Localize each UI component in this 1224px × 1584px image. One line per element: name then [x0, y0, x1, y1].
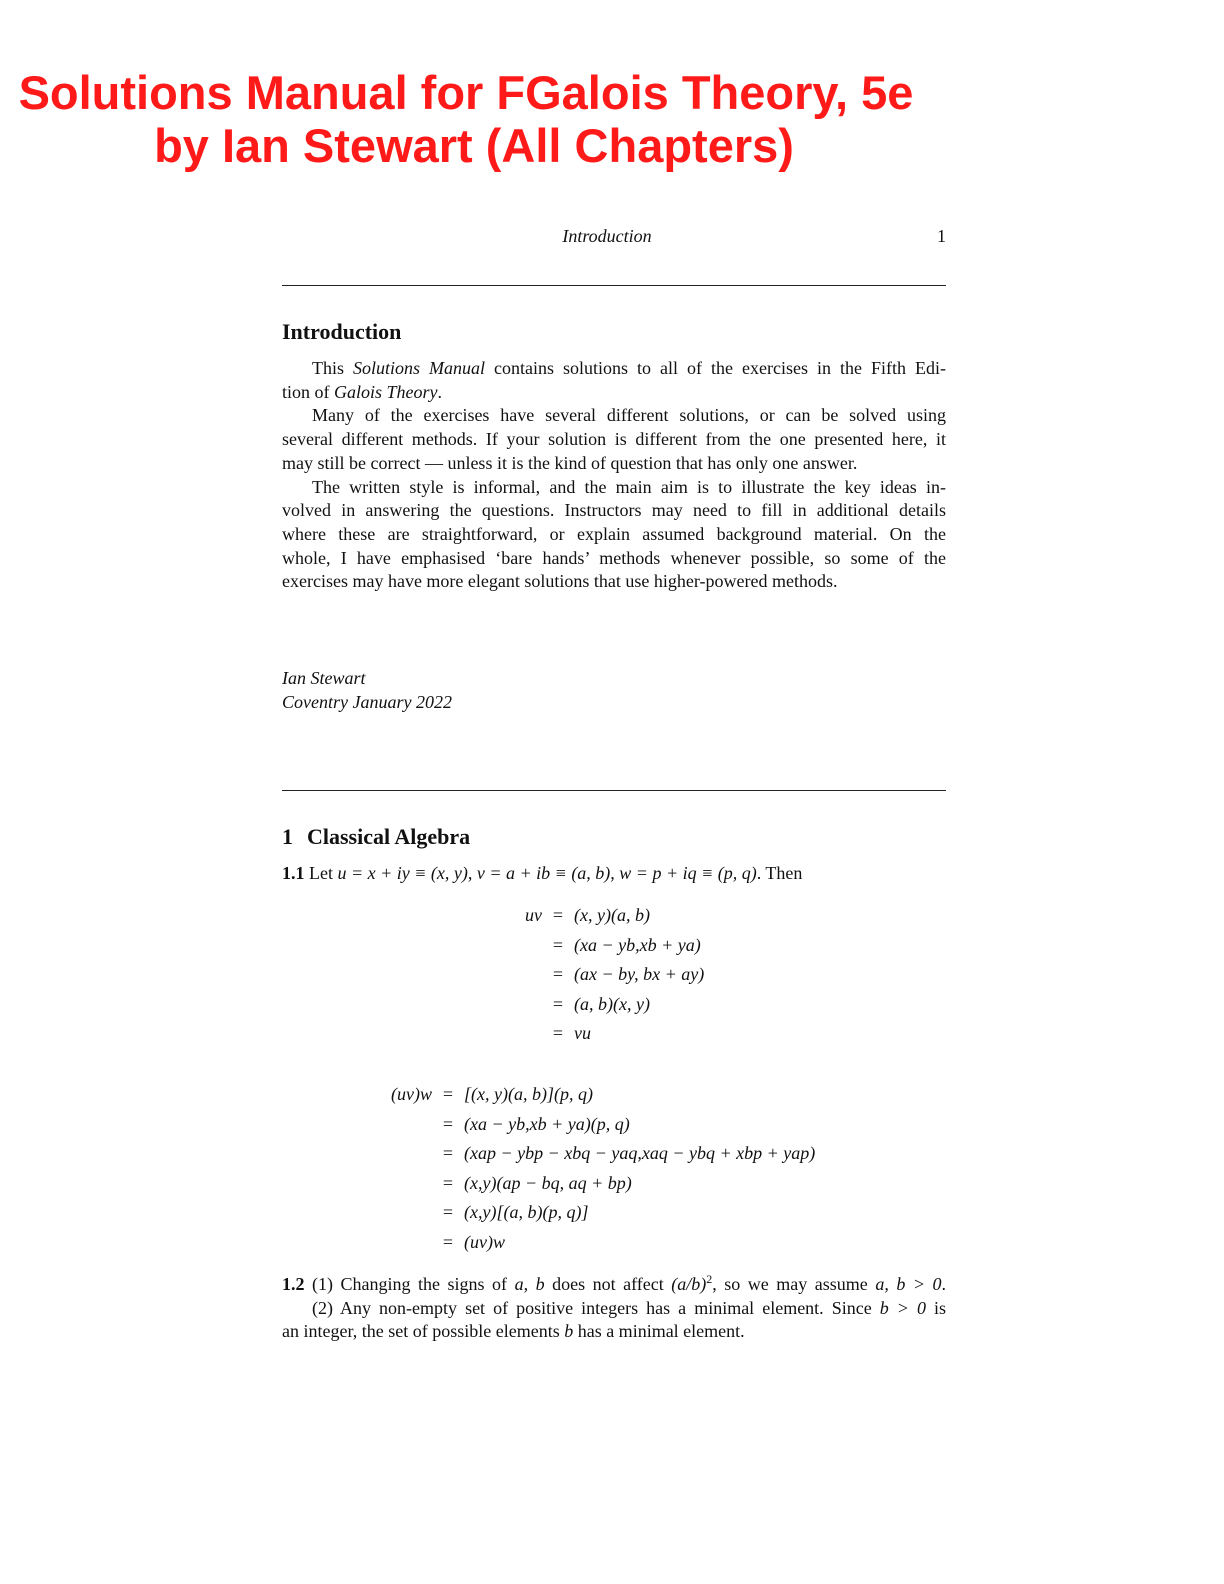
equation-rhs: (xa − yb,xb + ya)(p, q) [464, 1113, 630, 1134]
equals-sign: = [442, 1143, 454, 1164]
equals-sign: = [552, 964, 564, 985]
equals-sign: = [442, 1172, 454, 1193]
place-date: Coventry January 2022 [282, 692, 452, 712]
exercise-1-2 [282, 1273, 946, 1344]
equation-rhs: (x, y)(a, b) [574, 905, 650, 925]
text-segment: may still be correct — unless it is the kind of question that has only one answer. [282, 452, 858, 473]
banner-title-line-1: Solutions Manual for FGalois Theory, 5e [18, 66, 914, 119]
equals-sign: = [442, 1113, 454, 1134]
equation-row [500, 960, 704, 990]
text-segment: does not affect [544, 1274, 672, 1294]
text-segment: (2) Any non-empty set of positive integers has a minimal element. Since [312, 1297, 880, 1318]
text-line [282, 428, 946, 452]
text-segment: has a minimal element. [573, 1321, 745, 1342]
text-line [282, 499, 946, 523]
math-expression: (a/b) [671, 1274, 707, 1294]
equation-row [500, 1019, 704, 1049]
math-expression: b [564, 1321, 574, 1342]
text-line [282, 547, 946, 571]
equation-lhs [500, 990, 542, 1020]
equation-lhs [370, 1139, 432, 1169]
text-segment: . Then [756, 863, 803, 883]
text-line [282, 523, 946, 547]
equation-rhs: vu [574, 1023, 591, 1044]
equals-sign: = [442, 1084, 454, 1104]
text-line [282, 381, 946, 405]
text-line [282, 476, 946, 500]
text-segment: several different methods. If your solution is different from the one presented here, it [282, 429, 946, 450]
exercise-number: 1.2 [282, 1274, 305, 1294]
equation-row [370, 1080, 815, 1110]
math-expression: a, b [514, 1274, 545, 1294]
text-segment: . [437, 381, 442, 402]
text-segment: contains solutions to all of the exercises in the Fifth Edi- [485, 358, 946, 378]
equation-row [370, 1228, 815, 1258]
text-line [282, 357, 946, 381]
text-segment: an integer, the set of possible elements [282, 1321, 565, 1342]
equation-lhs: (uv)w [391, 1084, 432, 1104]
math-expression: Galois Theory [334, 381, 438, 402]
text-segment: tion of [282, 381, 334, 402]
text-line [282, 452, 946, 476]
equation-lhs [370, 1110, 432, 1140]
equation-rhs: (uv)w [464, 1231, 505, 1252]
equation-rhs: (a, b)(x, y) [574, 993, 650, 1014]
equation-row [500, 901, 704, 931]
text-line [282, 1297, 946, 1321]
equation-lhs [370, 1169, 432, 1199]
chapter-heading [282, 824, 470, 850]
equation-rhs: (x,y)(ap − bq, aq + bp) [464, 1172, 632, 1193]
running-header-title: Introduction [562, 226, 652, 246]
text-line [282, 1320, 946, 1344]
equation-lhs [500, 1019, 542, 1049]
text-segment: The written style is informal, and the main aim is to illustrate the key ideas in- [312, 476, 946, 497]
text-segment: Let [304, 863, 338, 883]
text-segment: exercises may have more elegant solutions that use higher-powered methods. [282, 571, 838, 592]
equation-lhs [370, 1228, 432, 1258]
text-segment: . [941, 1274, 946, 1294]
equation-rhs: (x,y)[(a, b)(p, q)] [464, 1202, 589, 1223]
text-segment: This [312, 358, 354, 378]
banner-title-line-2: by Ian Stewart (All Chapters) [154, 119, 794, 172]
equation-row [500, 931, 704, 961]
equation-row [370, 1198, 815, 1228]
superscript: 2 [706, 1272, 713, 1286]
equals-sign: = [442, 1202, 454, 1223]
chapter-number: 1 [282, 824, 293, 849]
equals-sign: = [552, 934, 564, 955]
equation-block-commutativity [500, 901, 704, 1049]
text-segment: volved in answering the questions. Instructors may need to fill in additional details [282, 500, 946, 521]
math-expression: u = x + iy ≡ (x, y), v = a + ib ≡ (a, b), w = p + iq ≡ (p, q) [337, 863, 757, 883]
math-expression: b > 0 [879, 1297, 926, 1318]
text-segment: whole, I have emphasised ‘bare hands’ methods whenever possible, so some of the [282, 547, 946, 568]
text-line [282, 404, 946, 428]
equation-row [500, 990, 704, 1020]
equation-lhs: uv [525, 905, 542, 925]
equation-rhs: (xa − yb,xb + ya) [574, 934, 701, 955]
equation-lhs [370, 1198, 432, 1228]
text-line [282, 570, 946, 594]
equation-rhs: [(x, y)(a, b)](p, q) [464, 1084, 593, 1104]
text-segment: Many of the exercises have several different solutions, or can be solved using [312, 405, 946, 426]
exercise-number: 1.1 [282, 863, 305, 883]
equals-sign: = [552, 905, 564, 925]
exercise-1-1 [282, 862, 946, 886]
text-segment: (1) Changing the signs of [304, 1274, 515, 1294]
math-expression: a, b > 0 [875, 1274, 942, 1294]
equation-lhs [500, 931, 542, 961]
text-segment: where these are straightforward, or explain assumed background material. On the [282, 523, 946, 544]
equals-sign: = [442, 1231, 454, 1252]
equation-rhs: (xap − ybp − xbq − yaq,xaq − ybq + xbp + yap) [464, 1143, 816, 1164]
equals-sign: = [552, 993, 564, 1014]
equation-lhs [500, 960, 542, 990]
author-name: Ian Stewart [282, 668, 366, 688]
text-segment: , so we may assume [712, 1274, 876, 1294]
divider [282, 285, 946, 286]
section-heading-introduction: Introduction [282, 319, 402, 344]
math-expression: Solutions Manual [353, 358, 486, 378]
introduction-body [282, 357, 946, 594]
text-segment: is [925, 1297, 946, 1318]
page-number: 1 [937, 226, 946, 246]
chapter-title: Classical Algebra [307, 824, 471, 849]
text-line [282, 1273, 946, 1297]
equation-rhs: (ax − by, bx + ay) [574, 964, 705, 985]
equals-sign: = [552, 1023, 564, 1044]
text-line [282, 862, 946, 886]
divider [282, 790, 946, 791]
equation-row [370, 1169, 815, 1199]
equation-row [370, 1110, 815, 1140]
equation-block-associativity [370, 1080, 815, 1258]
equation-row [370, 1139, 815, 1169]
